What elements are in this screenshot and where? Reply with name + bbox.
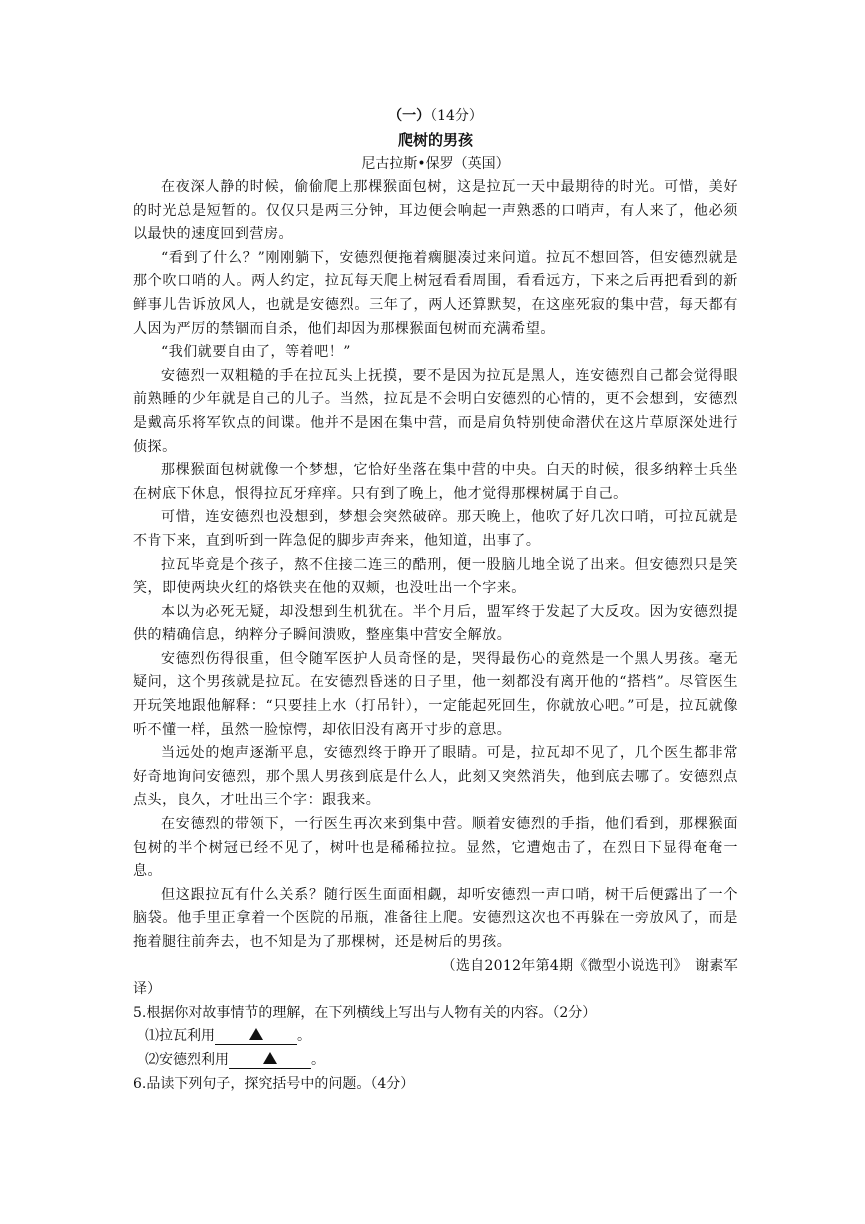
triangle-marker-icon	[263, 1052, 277, 1064]
question-6: 6.品读下列句子，探究括号中的问题。（4分）	[133, 1075, 415, 1092]
story-paragraph: 安德烈一双粗糙的手在拉瓦头上抚摸，要不是因为拉瓦是黑人，连安德烈自己都会觉得眼前熟睡的少年就是自己的儿子。当然，拉瓦是不会明白安德烈的心情的，更不会想到，安德烈是戴高乐将军钦点的间谍。他并不是困在集中营，而是肩负特别使命潜伏在这片草原深处进行侦探。	[133, 367, 738, 455]
answer-blank[interactable]	[215, 1028, 297, 1045]
item-prefix: ⑵安德烈利用	[145, 1051, 229, 1068]
story-paragraph: 当远处的炮声逐渐平息，安德烈终于睁开了眼睛。可是，拉瓦却不见了，几个医生都非常好奇地询问安德烈，那个黑人男孩到底是什么人，此刻又突然消失，他到底去哪了。安德烈点点头，良久，才吐出三个字：跟我来。	[133, 745, 738, 809]
story-paragraph: 拉瓦毕竟是个孩子，熬不住接二连三的酷刑，便一股脑儿地全说了出来。但安德烈只是笑笑，即使两块火红的烙铁夹在他的双颊，也没吐出一个字来。	[133, 556, 738, 597]
story-paragraph: 在安德烈的带领下，一行医生再次来到集中营。顺着安德烈的手指，他们看到，那棵猴面包树的半个树冠已经不见了，树叶也是稀稀拉拉。显然，它遭炮击了，在烈日下显得奄奄一息。	[133, 816, 738, 880]
story-paragraph: 在夜深人静的时候，偷偷爬上那棵猴面包树，这是拉瓦一天中最期待的时光。可惜，美好的时光总是短暂的。仅仅只是两三分钟，耳边便会响起一声熟悉的口哨声，有人来了，他必须以最快的速度回到营房。	[133, 179, 738, 243]
story-title: 爬树的男孩	[397, 131, 473, 149]
section-header	[133, 104, 738, 128]
answer-blank[interactable]	[229, 1052, 311, 1069]
story-paragraph: “看到了什么？”刚刚躺下，安德烈便拖着瘸腿凑过来问道。拉瓦不想回答，但安德烈就是那个吹口哨的人。两人约定，拉瓦每天爬上树冠看看周围，看看远方，下来之后再把看到的新鲜事儿告诉放风人，也就是安德烈。三年了，两人还算默契，在这座死寂的集中营，每天都有人因为严厉的禁锢而自杀，他们却因为那棵猴面包树而充满希望。	[133, 249, 738, 337]
story-paragraph: “我们就要自由了，等着吧！”	[161, 344, 352, 361]
question-5-item-1	[133, 1025, 738, 1049]
story-paragraph: 可惜，连安德烈也没想到，梦想会突然破碎。那天晚上，他吹了好几次口哨，可拉瓦就是不肯下来，直到听到一阵急促的脚步声奔来，他知道，出事了。	[133, 509, 738, 549]
story-paragraph: 本以为必死无疑，却没想到生机犹在。半个月后，盟军终于发起了大反攻。因为安德烈提供的精确信息，纳粹分子瞬间溃败，整座集中营安全解放。	[133, 603, 738, 644]
question-5: 5.根据你对故事情节的理解，在下列横线上写出与人物有关的内容。（2分）	[133, 1004, 597, 1021]
section-number: （一）	[388, 108, 431, 124]
story-body	[133, 176, 738, 955]
story-paragraph: 安德烈伤得很重，但令随军医护人员奇怪的是，哭得最伤心的竟然是一个黑人男孩。毫无疑问，这个男孩就是拉瓦。在安德烈昏迷的日子里，他一刻都没有离开他的“搭档”。尽管医生开玩笑地跟他解释：“只要挂上水（打吊针），一定能起死回生，你就放心吧。”可是，拉瓦就像听不懂一样，虽然一脸惊愕，却依旧没有离开寸步的意思。	[133, 650, 738, 738]
story-paragraph: 但这跟拉瓦有什么关系？随行医生面面相觑，却听安德烈一声口哨，树干后便露出了一个脑袋。他手里正拿着一个医院的吊瓶，准备往上爬。安德烈这次也不再躲在一旁放风了，而是拖着腿往前奔去，也不知是为了那棵树，还是树后的男孩。	[133, 886, 738, 950]
story-paragraph: 那棵猴面包树就像一个梦想，它恰好坐落在集中营的中央。白天的时候，很多纳粹士兵坐在树底下休息，恨得拉瓦牙痒痒。只有到了晚上，他才觉得那棵树属于自己。	[133, 462, 738, 502]
exam-page	[133, 104, 738, 1096]
section-score: （14分）	[430, 108, 483, 124]
story-source-tail: 译）	[133, 981, 161, 998]
question-5-item-2	[133, 1049, 738, 1073]
story-source: （选自2012年第4期《微型小说选刊》 谢素军	[441, 957, 738, 974]
item-suffix: 。	[311, 1051, 325, 1068]
triangle-marker-icon	[249, 1028, 263, 1040]
item-suffix: 。	[297, 1028, 311, 1045]
story-author: 尼古拉斯•保罗（英国）	[361, 156, 510, 172]
item-prefix: ⑴拉瓦利用	[145, 1028, 215, 1045]
